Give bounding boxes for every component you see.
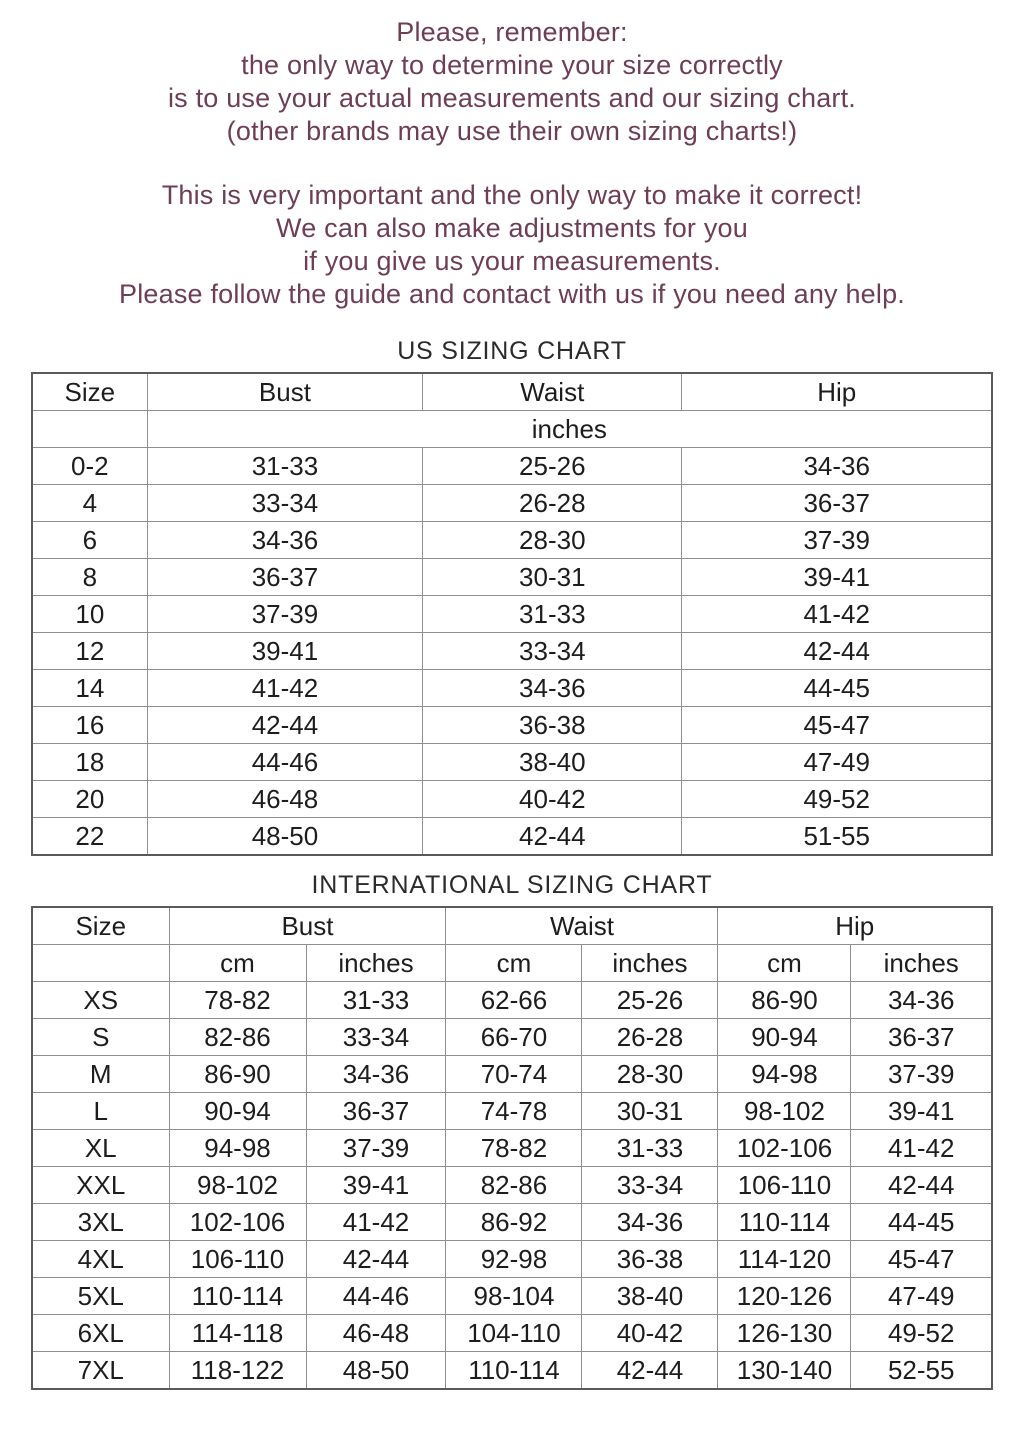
- table-cell: 34-36: [682, 448, 992, 485]
- text-line: This is very important and the only way to make it correct!: [161, 180, 863, 210]
- table-cell: 110-114: [169, 1278, 306, 1315]
- us-col-header-hip: Hip: [682, 373, 992, 411]
- table-cell: 33-34: [147, 485, 423, 522]
- empty-cell: [32, 411, 147, 448]
- us-header-row: [32, 373, 992, 411]
- table-row: [32, 670, 992, 707]
- table-cell: 7XL: [32, 1352, 169, 1390]
- table-cell: 33-34: [423, 633, 682, 670]
- table-row: [32, 1241, 992, 1278]
- table-cell: 86-90: [169, 1056, 306, 1093]
- table-cell: 90-94: [169, 1093, 306, 1130]
- table-cell: 52-55: [851, 1352, 992, 1390]
- table-cell: 110-114: [446, 1352, 582, 1390]
- table-cell: 41-42: [147, 670, 423, 707]
- table-row: [32, 982, 992, 1019]
- table-cell: 86-92: [446, 1204, 582, 1241]
- table-cell: 45-47: [682, 707, 992, 744]
- table-cell: 104-110: [446, 1315, 582, 1352]
- table-cell: 30-31: [423, 559, 682, 596]
- table-cell: 49-52: [851, 1315, 992, 1352]
- table-cell: 12: [32, 633, 147, 670]
- intl-col-header-bust: Bust: [169, 907, 446, 945]
- text-line: We can also make adjustments for you: [276, 213, 748, 243]
- table-cell: 28-30: [423, 522, 682, 559]
- table-cell: 42-44: [423, 818, 682, 856]
- intl-col-header-hip: Hip: [718, 907, 992, 945]
- us-col-header-size: Size: [32, 373, 147, 411]
- us-unit-row: [32, 411, 992, 448]
- table-cell: 28-30: [582, 1056, 718, 1093]
- table-cell: 38-40: [582, 1278, 718, 1315]
- table-cell: 31-33: [423, 596, 682, 633]
- table-cell: 36-37: [306, 1093, 446, 1130]
- us-table-body: [32, 448, 992, 856]
- table-cell: 34-36: [306, 1056, 446, 1093]
- table-cell: 44-45: [851, 1204, 992, 1241]
- table-row: [32, 707, 992, 744]
- important-note: [0, 179, 1024, 311]
- table-cell: 114-120: [718, 1241, 851, 1278]
- table-cell: 18: [32, 744, 147, 781]
- table-cell: 120-126: [718, 1278, 851, 1315]
- table-cell: 34-36: [582, 1204, 718, 1241]
- intl-col-header-size: Size: [32, 907, 169, 945]
- table-cell: 34-36: [423, 670, 682, 707]
- intl-sizing-table: [31, 906, 993, 1390]
- table-cell: 4: [32, 485, 147, 522]
- table-cell: 34-36: [851, 982, 992, 1019]
- table-cell: 42-44: [582, 1352, 718, 1390]
- table-row: [32, 1352, 992, 1390]
- table-row: [32, 522, 992, 559]
- table-cell: 82-86: [169, 1019, 306, 1056]
- table-row: [32, 781, 992, 818]
- table-row: [32, 559, 992, 596]
- table-row: [32, 818, 992, 856]
- table-cell: 36-37: [147, 559, 423, 596]
- table-row: [32, 1278, 992, 1315]
- table-cell: 4XL: [32, 1241, 169, 1278]
- table-cell: 14: [32, 670, 147, 707]
- table-cell: XL: [32, 1130, 169, 1167]
- table-cell: 40-42: [582, 1315, 718, 1352]
- table-cell: 6XL: [32, 1315, 169, 1352]
- table-row: [32, 596, 992, 633]
- table-cell: 41-42: [851, 1130, 992, 1167]
- table-cell: 110-114: [718, 1204, 851, 1241]
- table-cell: 42-44: [147, 707, 423, 744]
- table-row: [32, 1056, 992, 1093]
- table-cell: 40-42: [423, 781, 682, 818]
- table-cell: 48-50: [147, 818, 423, 856]
- text-line: is to use your actual measurements and our sizing chart.: [167, 83, 857, 113]
- table-cell: 37-39: [682, 522, 992, 559]
- table-cell: 126-130: [718, 1315, 851, 1352]
- table-row: [32, 1093, 992, 1130]
- table-cell: 36-37: [682, 485, 992, 522]
- table-cell: 41-42: [682, 596, 992, 633]
- table-cell: 39-41: [682, 559, 992, 596]
- table-cell: 44-46: [306, 1278, 446, 1315]
- table-cell: 130-140: [718, 1352, 851, 1390]
- table-row: [32, 1019, 992, 1056]
- table-cell: 51-55: [682, 818, 992, 856]
- table-cell: 10: [32, 596, 147, 633]
- table-cell: 62-66: [446, 982, 582, 1019]
- table-cell: 114-118: [169, 1315, 306, 1352]
- table-cell: 34-36: [147, 522, 423, 559]
- table-cell: 74-78: [446, 1093, 582, 1130]
- table-cell: 102-106: [718, 1130, 851, 1167]
- table-cell: 33-34: [306, 1019, 446, 1056]
- table-cell: 45-47: [851, 1241, 992, 1278]
- table-row: [32, 1167, 992, 1204]
- table-cell: 20: [32, 781, 147, 818]
- table-cell: 78-82: [169, 982, 306, 1019]
- text-line: Please, remember:: [396, 17, 628, 47]
- table-cell: 66-70: [446, 1019, 582, 1056]
- table-cell: 46-48: [147, 781, 423, 818]
- table-cell: 102-106: [169, 1204, 306, 1241]
- table-cell: 42-44: [306, 1241, 446, 1278]
- us-chart-title: US SIZING CHART: [397, 337, 627, 365]
- text-line: the only way to determine your size correctly: [241, 50, 783, 80]
- table-cell: 94-98: [718, 1056, 851, 1093]
- intl-unit-hip-cm: cm: [718, 945, 851, 982]
- table-cell: 26-28: [423, 485, 682, 522]
- table-cell: XXL: [32, 1167, 169, 1204]
- table-cell: XS: [32, 982, 169, 1019]
- table-cell: 25-26: [423, 448, 682, 485]
- table-cell: 44-45: [682, 670, 992, 707]
- table-cell: S: [32, 1019, 169, 1056]
- us-sizing-table: [31, 372, 993, 856]
- table-row: [32, 448, 992, 485]
- table-cell: 106-110: [169, 1241, 306, 1278]
- table-cell: 26-28: [582, 1019, 718, 1056]
- table-cell: 6: [32, 522, 147, 559]
- intl-unit-waist-cm: cm: [446, 945, 582, 982]
- table-cell: 90-94: [718, 1019, 851, 1056]
- table-cell: 31-33: [306, 982, 446, 1019]
- table-cell: 37-39: [851, 1056, 992, 1093]
- table-cell: 39-41: [851, 1093, 992, 1130]
- table-cell: 46-48: [306, 1315, 446, 1352]
- table-cell: 3XL: [32, 1204, 169, 1241]
- intl-col-header-waist: Waist: [446, 907, 718, 945]
- table-cell: 8: [32, 559, 147, 596]
- table-row: [32, 485, 992, 522]
- table-cell: 44-46: [147, 744, 423, 781]
- text-line: if you give us your measurements.: [303, 246, 721, 276]
- table-cell: 47-49: [682, 744, 992, 781]
- us-col-header-bust: Bust: [147, 373, 423, 411]
- intl-table-body: [32, 982, 992, 1390]
- table-cell: 86-90: [718, 982, 851, 1019]
- table-cell: 5XL: [32, 1278, 169, 1315]
- text-line: (other brands may use their own sizing charts!): [226, 116, 798, 146]
- us-col-header-waist: Waist: [423, 373, 682, 411]
- table-cell: 38-40: [423, 744, 682, 781]
- table-cell: 37-39: [147, 596, 423, 633]
- table-cell: M: [32, 1056, 169, 1093]
- table-cell: 36-38: [582, 1241, 718, 1278]
- table-cell: 0-2: [32, 448, 147, 485]
- table-cell: 98-102: [718, 1093, 851, 1130]
- table-cell: 78-82: [446, 1130, 582, 1167]
- table-cell: 106-110: [718, 1167, 851, 1204]
- table-cell: 98-102: [169, 1167, 306, 1204]
- table-cell: 39-41: [147, 633, 423, 670]
- table-cell: 82-86: [446, 1167, 582, 1204]
- table-cell: 36-38: [423, 707, 682, 744]
- intl-unit-waist-inches: inches: [582, 945, 718, 982]
- empty-cell: [32, 945, 169, 982]
- table-cell: 39-41: [306, 1167, 446, 1204]
- text-line: Please follow the guide and contact with us if you need any help.: [118, 279, 905, 309]
- table-cell: 30-31: [582, 1093, 718, 1130]
- intro-note: [0, 0, 1024, 148]
- table-cell: 22: [32, 818, 147, 856]
- table-cell: 25-26: [582, 982, 718, 1019]
- table-cell: 33-34: [582, 1167, 718, 1204]
- intl-header-row: [32, 907, 992, 945]
- table-row: [32, 633, 992, 670]
- table-cell: 16: [32, 707, 147, 744]
- table-cell: 47-49: [851, 1278, 992, 1315]
- us-unit-cell: inches: [147, 411, 992, 448]
- table-cell: 94-98: [169, 1130, 306, 1167]
- table-cell: 37-39: [306, 1130, 446, 1167]
- table-row: [32, 744, 992, 781]
- table-cell: 42-44: [851, 1167, 992, 1204]
- intl-unit-bust-cm: cm: [169, 945, 306, 982]
- table-cell: 31-33: [147, 448, 423, 485]
- table-cell: 31-33: [582, 1130, 718, 1167]
- intl-chart-title: INTERNATIONAL SIZING CHART: [311, 871, 713, 899]
- table-cell: 41-42: [306, 1204, 446, 1241]
- table-row: [32, 1130, 992, 1167]
- intl-unit-row: [32, 945, 992, 982]
- table-cell: 70-74: [446, 1056, 582, 1093]
- table-cell: 48-50: [306, 1352, 446, 1390]
- table-cell: 49-52: [682, 781, 992, 818]
- table-row: [32, 1204, 992, 1241]
- table-row: [32, 1315, 992, 1352]
- table-cell: 98-104: [446, 1278, 582, 1315]
- table-cell: 42-44: [682, 633, 992, 670]
- table-cell: 36-37: [851, 1019, 992, 1056]
- table-cell: 92-98: [446, 1241, 582, 1278]
- table-cell: L: [32, 1093, 169, 1130]
- table-cell: 118-122: [169, 1352, 306, 1390]
- intl-unit-hip-inches: inches: [851, 945, 992, 982]
- intl-unit-bust-inches: inches: [306, 945, 446, 982]
